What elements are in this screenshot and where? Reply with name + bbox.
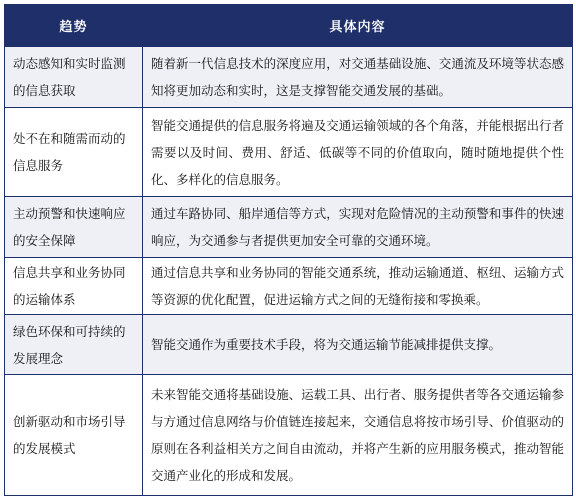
header-trend: 趋势	[5, 5, 143, 47]
table-row	[5, 47, 573, 108]
header-content: 具体内容	[143, 5, 573, 47]
content-cell: 智能交通作为重要技术手段，将为交通运输节能减排提供支撑。	[143, 315, 573, 375]
content-cell: 未来智能交通将基础设施、运载工具、出行者、服务提供者等各交通运输参与方通过信息网络与价值链连接起来，交通信息将按市场引导、价值驱动的原则在各利益相关方之间自由流动，并将产生新的应用服务模式，推动智能交通产业化的形成和发展。	[143, 375, 573, 496]
trend-cell: 创新驱动和市场引导的发展模式	[5, 375, 143, 496]
table-row	[5, 108, 573, 197]
content-cell: 通过信息共享和业务协同的智能交通系统，推动运输通道、枢纽、运输方式等资源的优化配置，促进运输方式之间的无缝衔接和零换乘。	[143, 258, 573, 315]
trend-cell: 信息共享和业务协同的运输体系	[5, 258, 143, 315]
table-row	[5, 315, 573, 375]
trend-cell: 处不在和随需而动的信息服务	[5, 108, 143, 197]
trend-table	[4, 4, 573, 496]
trend-cell: 绿色环保和可持续的发展理念	[5, 315, 143, 375]
content-cell: 智能交通提供的信息服务将遍及交通运输领域的各个角落，并能根据出行者需要以及时间、费用、舒适、低碳等不同的价值取向，随时随地提供个性化、多样化的信息服务。	[143, 108, 573, 197]
trend-cell: 主动预警和快速响应的安全保障	[5, 197, 143, 258]
content-cell: 通过车路协同、船岸通信等方式，实现对危险情况的主动预警和事件的快速响应，为交通参与者提供更加安全可靠的交通环境。	[143, 197, 573, 258]
content-cell: 随着新一代信息技术的深度应用，对交通基础设施、交通流及环境等状态感知将更加动态和实时，这是支撑智能交通发展的基础。	[143, 47, 573, 108]
table-row	[5, 258, 573, 315]
table-row	[5, 197, 573, 258]
table-header-row	[5, 5, 573, 47]
trend-cell: 动态感知和实时监测的信息获取	[5, 47, 143, 108]
table-row	[5, 375, 573, 496]
